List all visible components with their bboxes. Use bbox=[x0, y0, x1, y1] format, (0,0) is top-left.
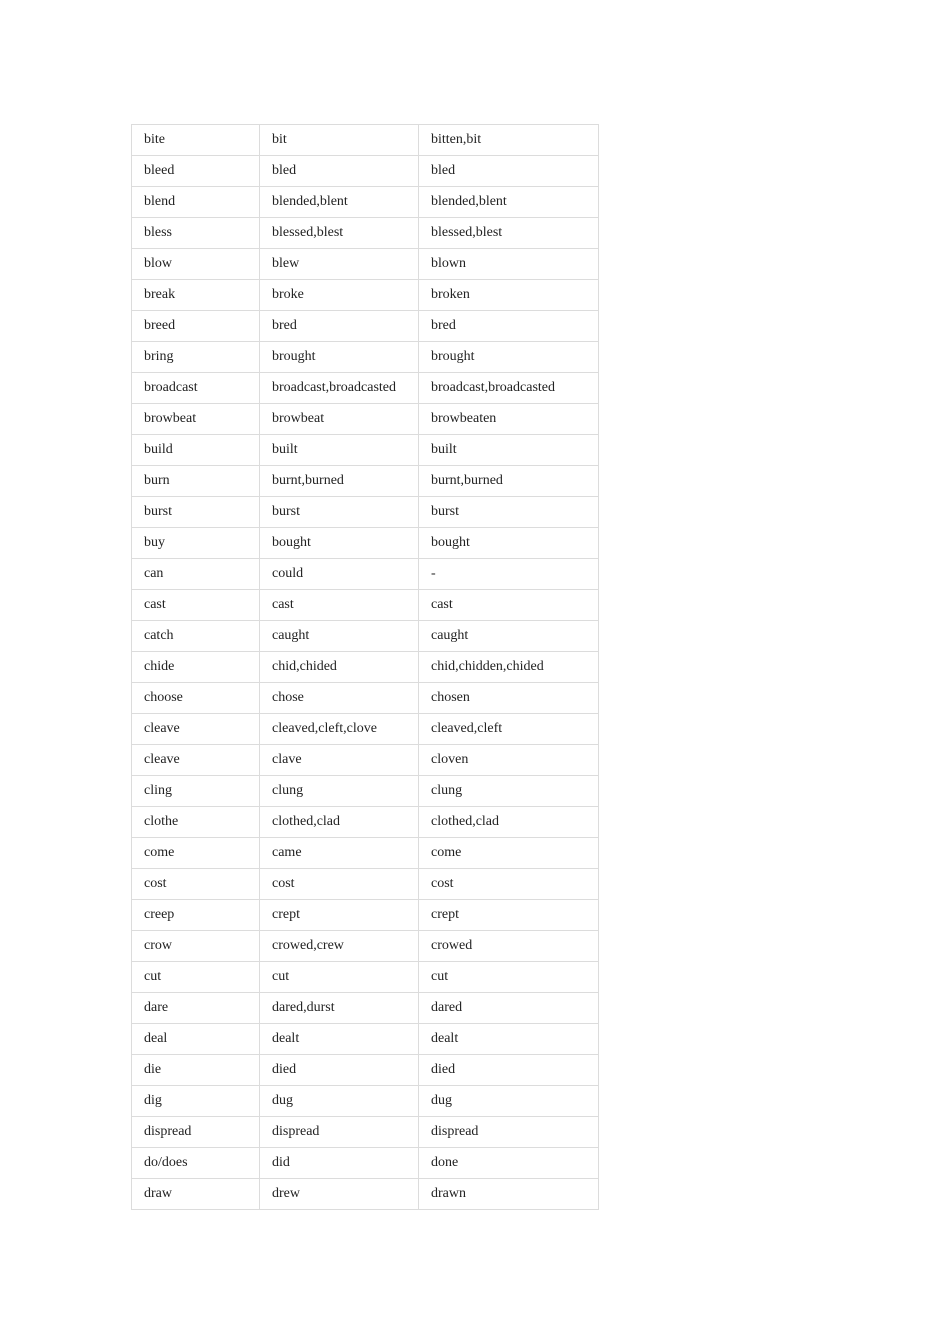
table-row bbox=[132, 1024, 599, 1055]
past-participle-cell: - bbox=[419, 559, 599, 590]
base-form-cell: chide bbox=[132, 652, 260, 683]
past-tense-cell: could bbox=[260, 559, 419, 590]
past-tense-cell: caught bbox=[260, 621, 419, 652]
table-row bbox=[132, 280, 599, 311]
past-participle-cell: burst bbox=[419, 497, 599, 528]
past-participle-cell: dug bbox=[419, 1086, 599, 1117]
base-form-cell: die bbox=[132, 1055, 260, 1086]
past-tense-cell: did bbox=[260, 1148, 419, 1179]
table-row bbox=[132, 1055, 599, 1086]
past-participle-cell: bled bbox=[419, 156, 599, 187]
table-row bbox=[132, 590, 599, 621]
table-row bbox=[132, 745, 599, 776]
table-row bbox=[132, 993, 599, 1024]
table-row bbox=[132, 559, 599, 590]
past-tense-cell: bred bbox=[260, 311, 419, 342]
table-row bbox=[132, 404, 599, 435]
past-tense-cell: dug bbox=[260, 1086, 419, 1117]
table-row bbox=[132, 249, 599, 280]
past-tense-cell: blew bbox=[260, 249, 419, 280]
base-form-cell: choose bbox=[132, 683, 260, 714]
past-tense-cell: brought bbox=[260, 342, 419, 373]
past-tense-cell: bled bbox=[260, 156, 419, 187]
base-form-cell: dispread bbox=[132, 1117, 260, 1148]
base-form-cell: cut bbox=[132, 962, 260, 993]
base-form-cell: dare bbox=[132, 993, 260, 1024]
base-form-cell: cost bbox=[132, 869, 260, 900]
past-tense-cell: bit bbox=[260, 125, 419, 156]
table-row bbox=[132, 683, 599, 714]
table-row bbox=[132, 218, 599, 249]
table-row bbox=[132, 1117, 599, 1148]
base-form-cell: burst bbox=[132, 497, 260, 528]
base-form-cell: creep bbox=[132, 900, 260, 931]
table-row bbox=[132, 1179, 599, 1210]
table-row bbox=[132, 311, 599, 342]
past-participle-cell: dealt bbox=[419, 1024, 599, 1055]
past-tense-cell: cost bbox=[260, 869, 419, 900]
base-form-cell: break bbox=[132, 280, 260, 311]
past-tense-cell: chid,chided bbox=[260, 652, 419, 683]
past-tense-cell: bought bbox=[260, 528, 419, 559]
past-participle-cell: browbeaten bbox=[419, 404, 599, 435]
past-participle-cell: burnt,burned bbox=[419, 466, 599, 497]
base-form-cell: blend bbox=[132, 187, 260, 218]
base-form-cell: draw bbox=[132, 1179, 260, 1210]
past-participle-cell: brought bbox=[419, 342, 599, 373]
base-form-cell: come bbox=[132, 838, 260, 869]
past-tense-cell: chose bbox=[260, 683, 419, 714]
past-tense-cell: burnt,burned bbox=[260, 466, 419, 497]
past-participle-cell: cost bbox=[419, 869, 599, 900]
past-participle-cell: bred bbox=[419, 311, 599, 342]
table-row bbox=[132, 435, 599, 466]
past-participle-cell: blessed,blest bbox=[419, 218, 599, 249]
past-participle-cell: clothed,clad bbox=[419, 807, 599, 838]
past-tense-cell: dared,durst bbox=[260, 993, 419, 1024]
base-form-cell: dig bbox=[132, 1086, 260, 1117]
past-tense-cell: dispread bbox=[260, 1117, 419, 1148]
past-tense-cell: broadcast,broadcasted bbox=[260, 373, 419, 404]
table-row bbox=[132, 528, 599, 559]
base-form-cell: browbeat bbox=[132, 404, 260, 435]
base-form-cell: breed bbox=[132, 311, 260, 342]
verb-table-body bbox=[132, 125, 599, 1210]
past-participle-cell: cloven bbox=[419, 745, 599, 776]
base-form-cell: cling bbox=[132, 776, 260, 807]
past-tense-cell: clave bbox=[260, 745, 419, 776]
table-row bbox=[132, 125, 599, 156]
past-tense-cell: crept bbox=[260, 900, 419, 931]
past-participle-cell: broken bbox=[419, 280, 599, 311]
base-form-cell: deal bbox=[132, 1024, 260, 1055]
past-tense-cell: blessed,blest bbox=[260, 218, 419, 249]
past-participle-cell: crowed bbox=[419, 931, 599, 962]
base-form-cell: cleave bbox=[132, 745, 260, 776]
past-participle-cell: bought bbox=[419, 528, 599, 559]
past-participle-cell: cast bbox=[419, 590, 599, 621]
past-participle-cell: died bbox=[419, 1055, 599, 1086]
irregular-verb-table bbox=[131, 124, 599, 1210]
table-row bbox=[132, 714, 599, 745]
past-tense-cell: burst bbox=[260, 497, 419, 528]
past-participle-cell: broadcast,broadcasted bbox=[419, 373, 599, 404]
table-row bbox=[132, 1086, 599, 1117]
base-form-cell: broadcast bbox=[132, 373, 260, 404]
base-form-cell: cast bbox=[132, 590, 260, 621]
past-tense-cell: built bbox=[260, 435, 419, 466]
base-form-cell: bless bbox=[132, 218, 260, 249]
past-tense-cell: cleaved,cleft,clove bbox=[260, 714, 419, 745]
base-form-cell: do/does bbox=[132, 1148, 260, 1179]
base-form-cell: clothe bbox=[132, 807, 260, 838]
base-form-cell: bleed bbox=[132, 156, 260, 187]
table-row bbox=[132, 621, 599, 652]
table-row bbox=[132, 962, 599, 993]
past-tense-cell: dealt bbox=[260, 1024, 419, 1055]
base-form-cell: catch bbox=[132, 621, 260, 652]
table-row bbox=[132, 156, 599, 187]
table-row bbox=[132, 807, 599, 838]
past-participle-cell: crept bbox=[419, 900, 599, 931]
past-participle-cell: caught bbox=[419, 621, 599, 652]
past-participle-cell: dared bbox=[419, 993, 599, 1024]
past-participle-cell: chosen bbox=[419, 683, 599, 714]
table-row bbox=[132, 373, 599, 404]
past-participle-cell: drawn bbox=[419, 1179, 599, 1210]
base-form-cell: buy bbox=[132, 528, 260, 559]
past-tense-cell: cut bbox=[260, 962, 419, 993]
table-row bbox=[132, 497, 599, 528]
table-row bbox=[132, 900, 599, 931]
table-row bbox=[132, 187, 599, 218]
past-participle-cell: clung bbox=[419, 776, 599, 807]
past-tense-cell: broke bbox=[260, 280, 419, 311]
past-tense-cell: blended,blent bbox=[260, 187, 419, 218]
base-form-cell: burn bbox=[132, 466, 260, 497]
past-tense-cell: browbeat bbox=[260, 404, 419, 435]
past-participle-cell: blown bbox=[419, 249, 599, 280]
past-participle-cell: done bbox=[419, 1148, 599, 1179]
past-tense-cell: clung bbox=[260, 776, 419, 807]
past-tense-cell: clothed,clad bbox=[260, 807, 419, 838]
past-participle-cell: bitten,bit bbox=[419, 125, 599, 156]
table-row bbox=[132, 466, 599, 497]
table-row bbox=[132, 838, 599, 869]
table-row bbox=[132, 869, 599, 900]
past-participle-cell: chid,chidden,chided bbox=[419, 652, 599, 683]
past-participle-cell: blended,blent bbox=[419, 187, 599, 218]
base-form-cell: crow bbox=[132, 931, 260, 962]
table-row bbox=[132, 342, 599, 373]
table-row bbox=[132, 1148, 599, 1179]
past-participle-cell: dispread bbox=[419, 1117, 599, 1148]
past-participle-cell: cleaved,cleft bbox=[419, 714, 599, 745]
past-tense-cell: cast bbox=[260, 590, 419, 621]
past-participle-cell: cut bbox=[419, 962, 599, 993]
base-form-cell: bring bbox=[132, 342, 260, 373]
past-participle-cell: come bbox=[419, 838, 599, 869]
base-form-cell: can bbox=[132, 559, 260, 590]
table-row bbox=[132, 776, 599, 807]
base-form-cell: bite bbox=[132, 125, 260, 156]
base-form-cell: cleave bbox=[132, 714, 260, 745]
table-row bbox=[132, 931, 599, 962]
past-tense-cell: drew bbox=[260, 1179, 419, 1210]
past-tense-cell: died bbox=[260, 1055, 419, 1086]
base-form-cell: build bbox=[132, 435, 260, 466]
past-participle-cell: built bbox=[419, 435, 599, 466]
table-row bbox=[132, 652, 599, 683]
base-form-cell: blow bbox=[132, 249, 260, 280]
past-tense-cell: came bbox=[260, 838, 419, 869]
past-tense-cell: crowed,crew bbox=[260, 931, 419, 962]
